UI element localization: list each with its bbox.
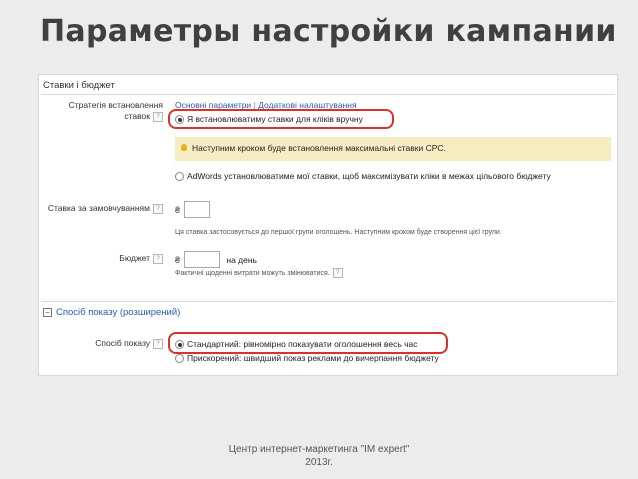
budget-input[interactable] xyxy=(184,251,220,268)
link-separator: | xyxy=(253,100,256,110)
budget-label-text: Бюджет xyxy=(119,253,150,263)
budget-field xyxy=(175,251,257,268)
help-icon[interactable]: ? xyxy=(153,204,163,214)
default-bid-field xyxy=(175,201,210,218)
option-auto-label: AdWords установлюватиме мої ставки, щоб максимізувати кліки в межах цільового бюджету xyxy=(187,171,551,181)
budget-note xyxy=(175,268,343,278)
slide-title: Параметры настройки кампании xyxy=(40,14,617,49)
default-bid-input[interactable] xyxy=(184,201,210,218)
option-accelerated-delivery[interactable] xyxy=(175,353,439,363)
notice-text: Наступним кроком буде встановлення максимальні ставки CPC. xyxy=(192,143,446,153)
budget-note-text: Фактичні щоденні витрати можуть змінюватися. xyxy=(175,269,330,277)
highlight-standard xyxy=(168,332,448,354)
footer-line1: Центр интернет-маркетинга "IM expert" xyxy=(228,444,410,455)
help-icon[interactable]: ? xyxy=(153,254,163,264)
strategy-label-line2: ставок xyxy=(124,111,150,121)
collapse-icon[interactable]: – xyxy=(43,308,52,317)
budget-label xyxy=(43,253,163,264)
divider xyxy=(41,301,615,302)
slide-footer xyxy=(0,443,638,469)
section-delivery[interactable] xyxy=(43,307,180,318)
currency-symbol: ₴ xyxy=(175,254,181,265)
notice-box xyxy=(175,137,611,161)
footer-line2: 2013г. xyxy=(305,457,333,468)
per-day-label: на день xyxy=(226,254,257,265)
section-delivery-title[interactable]: Спосіб показу (розширений) xyxy=(56,307,181,318)
help-icon[interactable]: ? xyxy=(153,339,163,349)
link-basic-params[interactable]: Основні параметри xyxy=(175,100,252,110)
default-bid-note: Ця ставка застосовується до першої групи оголошень. Наступним кроком буде створення цієї групи. xyxy=(175,229,502,236)
delivery-label xyxy=(43,338,163,349)
section-bids-budget: Ставки і бюджет xyxy=(43,80,115,91)
option-accelerated-label: Прискорений: швидший показ реклами до вичерпання бюджету xyxy=(187,353,439,363)
strategy-label xyxy=(43,100,163,122)
default-bid-label-text: Ставка за замовчуванням xyxy=(47,203,150,213)
radio-unselected-icon[interactable] xyxy=(175,172,184,181)
lightbulb-icon xyxy=(181,144,187,151)
default-bid-label xyxy=(43,203,163,214)
adwords-settings-screenshot xyxy=(38,74,618,376)
divider xyxy=(41,94,615,95)
link-advanced-settings[interactable]: Додаткові налаштування xyxy=(258,100,357,110)
delivery-label-text: Спосіб показу xyxy=(95,338,150,348)
highlight-manual xyxy=(168,109,394,129)
help-icon[interactable]: ? xyxy=(333,268,343,278)
option-auto-bids[interactable] xyxy=(175,171,551,181)
help-icon[interactable]: ? xyxy=(153,112,163,122)
option-standard-label: Стандартний: рівномірно показувати оголошення весь час xyxy=(187,339,418,349)
radio-unselected-icon[interactable] xyxy=(175,354,184,363)
strategy-label-line1: Стратегія встановлення xyxy=(68,100,163,110)
currency-symbol: ₴ xyxy=(175,204,181,215)
option-manual-label: Я встановлюватиму ставки для кліків вручну xyxy=(187,114,363,124)
